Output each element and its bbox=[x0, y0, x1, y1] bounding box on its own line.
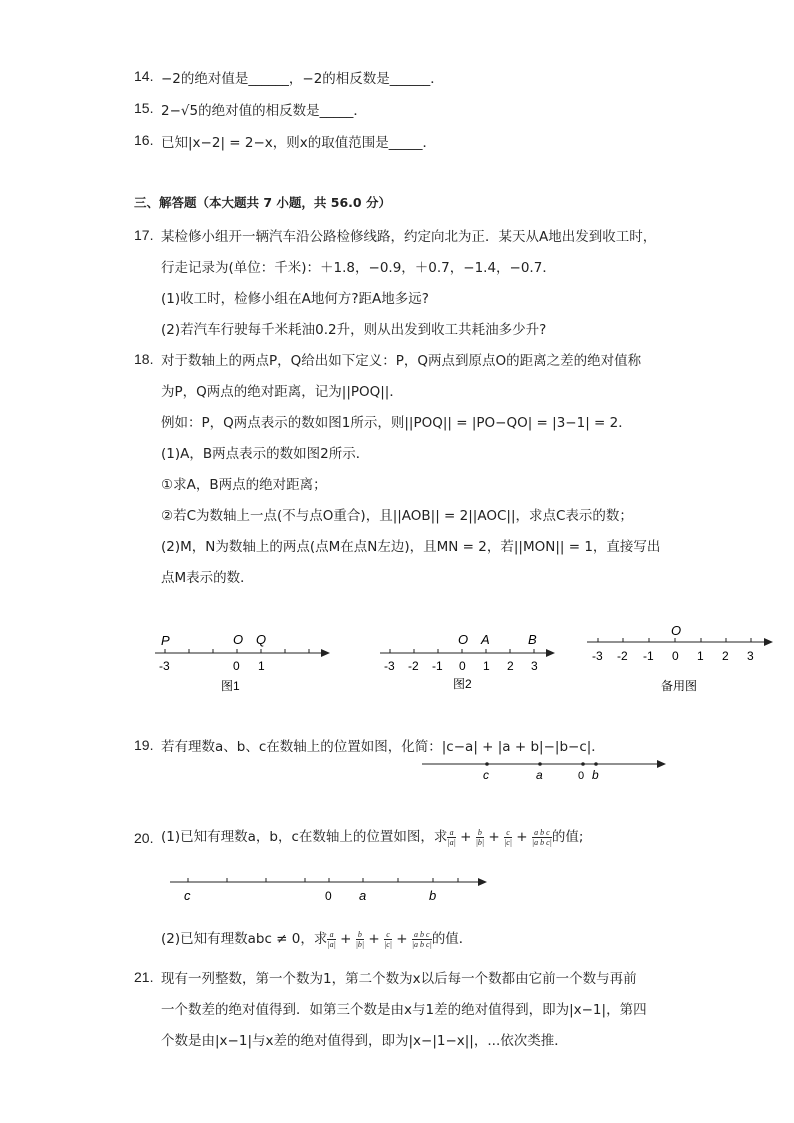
axis-arrow bbox=[321, 649, 330, 657]
q17-number: 17. bbox=[134, 227, 154, 243]
point-dot bbox=[485, 762, 489, 766]
point-dot bbox=[594, 762, 598, 766]
number-line-fig1 bbox=[150, 625, 340, 700]
tick-label: -3 bbox=[159, 659, 170, 673]
point-label-o: O bbox=[233, 632, 244, 647]
point-label-a: A bbox=[481, 632, 490, 647]
tick-label: 2 bbox=[722, 649, 729, 663]
q17-line: 某检修小组开一辆汽车沿公路检修线路，约定向北为正．某天从A地出发到收工时， bbox=[161, 229, 657, 245]
number-line-fig2 bbox=[375, 625, 565, 700]
tick-label: 3 bbox=[747, 649, 754, 663]
q17-line: 行走记录为(单位：千米)：＋1.8，−0.9，＋0.7，−1.4，−0.7． bbox=[161, 260, 556, 276]
figure-caption: 图1 bbox=[221, 679, 240, 693]
tick-label: -2 bbox=[617, 649, 628, 663]
fraction: $\frac{c}{|c|}$ bbox=[384, 929, 392, 949]
q15-number: 15. bbox=[134, 100, 154, 116]
tick-label: 0 bbox=[672, 649, 679, 663]
tick-label: 0 bbox=[459, 659, 466, 673]
fraction: $\frac{a}{|a|}$ bbox=[447, 827, 456, 847]
point-label-b: b bbox=[592, 768, 599, 782]
point-label-a: a bbox=[359, 888, 367, 903]
figure-caption: 备用图 bbox=[661, 679, 698, 693]
point-label-b: b bbox=[429, 888, 437, 903]
axis-arrow bbox=[657, 760, 666, 768]
q18-line: 为P，Q两点的绝对距离，记为||POQ||． bbox=[161, 384, 403, 400]
tick-label: -1 bbox=[643, 649, 654, 663]
q20-part1: (1)已知有理数a，b，c在数轴上的位置如图，求 $\frac{a}{|a|}$ + $\frac{b}{|b|}$ + $\frac{c}{|c|}$ + $\frac{\text{a b c}}{\text{|a b c|}}$ 的值; bbox=[161, 827, 584, 847]
axis-arrow bbox=[546, 649, 555, 657]
point-label-zero: 0 bbox=[578, 770, 585, 782]
q15-text: 2−√5的绝对值的相反数是_____． bbox=[161, 103, 367, 119]
q18-line: 点M表示的数． bbox=[161, 570, 254, 586]
q17-line: (1)收工时，检修小组在A地何方?距A地多远? bbox=[161, 291, 429, 307]
q18-line: 对于数轴上的两点P，Q给出如下定义：P，Q两点到原点O的距离之差的绝对值称 bbox=[161, 353, 642, 369]
q16-number: 16. bbox=[134, 132, 154, 148]
point-label-a: a bbox=[536, 768, 543, 782]
q21-line: 一个数差的绝对值得到．如第三个数是由x与1差的绝对值得到，即为|x−1|，第四 bbox=[161, 1002, 647, 1018]
fraction: $\frac{\text{a b c}}{\text{|a b c|}}$ bbox=[531, 827, 552, 847]
q18-line: 例如：P，Q两点表示的数如图1所示，则||POQ|| = |PO−QO| = |3−1| = 2． bbox=[161, 415, 632, 431]
tick-label: 1 bbox=[697, 649, 704, 663]
tick-label: -3 bbox=[384, 659, 395, 673]
tick-label: 0 bbox=[233, 659, 240, 673]
q18-line: ①求A，B两点的绝对距离； bbox=[161, 477, 327, 493]
tick-label: -3 bbox=[592, 649, 603, 663]
q21-number: 21. bbox=[134, 969, 154, 985]
number-line-q20 bbox=[168, 870, 498, 905]
q14-text: −2的绝对值是______，−2的相反数是______． bbox=[161, 71, 444, 87]
fraction: $\frac{b}{|b|}$ bbox=[475, 827, 485, 847]
tick-label: 2 bbox=[507, 659, 514, 673]
point-label-c: c bbox=[483, 768, 489, 782]
tick-label: 1 bbox=[258, 659, 265, 673]
axis-arrow bbox=[764, 638, 773, 646]
q19-number: 19. bbox=[134, 737, 154, 753]
q19-text: 若有理数a、b、c在数轴上的位置如图，化简：|c−a| + |a + b|−|b−c|． bbox=[161, 739, 605, 755]
q20-part1-suffix: 的值; bbox=[551, 829, 584, 845]
point-label-p: P bbox=[161, 633, 170, 648]
point-label-zero: 0 bbox=[325, 889, 332, 903]
axis-arrow bbox=[478, 878, 487, 886]
point-label-o: O bbox=[671, 623, 682, 638]
point-dot bbox=[581, 762, 585, 766]
q17-line: (2)若汽车行驶每千米耗油0.2升，则从出发到收工共耗油多少升? bbox=[161, 322, 547, 338]
point-label-o: O bbox=[458, 632, 469, 647]
fraction: $\frac{a}{|a|}$ bbox=[327, 929, 336, 949]
point-label-b: B bbox=[528, 632, 537, 647]
q18-number: 18. bbox=[134, 351, 154, 367]
tick-label: -2 bbox=[408, 659, 419, 673]
q20-part2-prefix: (2)已知有理数abc ≠ 0，求 bbox=[161, 931, 328, 947]
point-label-c: c bbox=[184, 888, 191, 903]
q14-number: 14. bbox=[134, 68, 154, 84]
q18-line: (2)M，N为数轴上的两点(点M在点N左边)，且MN = 2，若||MON|| = 1，直接写出 bbox=[161, 539, 661, 555]
q20-number: 20. bbox=[134, 830, 154, 846]
tick-label: -1 bbox=[432, 659, 443, 673]
q18-line: (1)A，B两点表示的数如图2所示． bbox=[161, 446, 370, 462]
figure-caption: 图2 bbox=[453, 677, 472, 691]
q21-line: 个数是由|x−1|与x差的绝对值得到，即为|x−|1−x||，...依次类推． bbox=[161, 1033, 568, 1049]
number-line-fig3 bbox=[583, 620, 783, 700]
tick-label: 3 bbox=[531, 659, 538, 673]
q18-line: ②若C为数轴上一点(不与点O重合)，且||AOB|| = 2||AOC||，求点C表示的数； bbox=[161, 508, 633, 524]
point-label-q: Q bbox=[256, 632, 267, 647]
q20-part1-prefix: (1)已知有理数a，b，c在数轴上的位置如图，求 bbox=[161, 829, 448, 845]
tick-label: 1 bbox=[483, 659, 490, 673]
number-line-q19 bbox=[420, 755, 670, 785]
q16-text: 已知|x−2| = 2−x，则x的取值范围是_____． bbox=[161, 135, 437, 151]
fraction: $\frac{b}{|b|}$ bbox=[355, 929, 365, 949]
fraction: $\frac{\text{a b c}}{\text{|a b c|}}$ bbox=[411, 929, 432, 949]
q20-part2-suffix: 的值． bbox=[431, 931, 473, 947]
section-title: 三、解答题（本大题共 7 小题，共 56.0 分） bbox=[134, 195, 391, 210]
fraction: $\frac{c}{|c|}$ bbox=[504, 827, 512, 847]
q20-part2: (2)已知有理数abc ≠ 0，求 $\frac{a}{|a|}$ + $\frac{b}{|b|}$ + $\frac{c}{|c|}$ + $\frac{\text{a b c}}{\text{|a b c|}}$ 的值． bbox=[161, 929, 473, 949]
q21-line: 现有一列整数，第一个数为1，第二个数为x以后每一个数都由它前一个数与再前 bbox=[161, 971, 637, 987]
point-dot bbox=[538, 762, 542, 766]
